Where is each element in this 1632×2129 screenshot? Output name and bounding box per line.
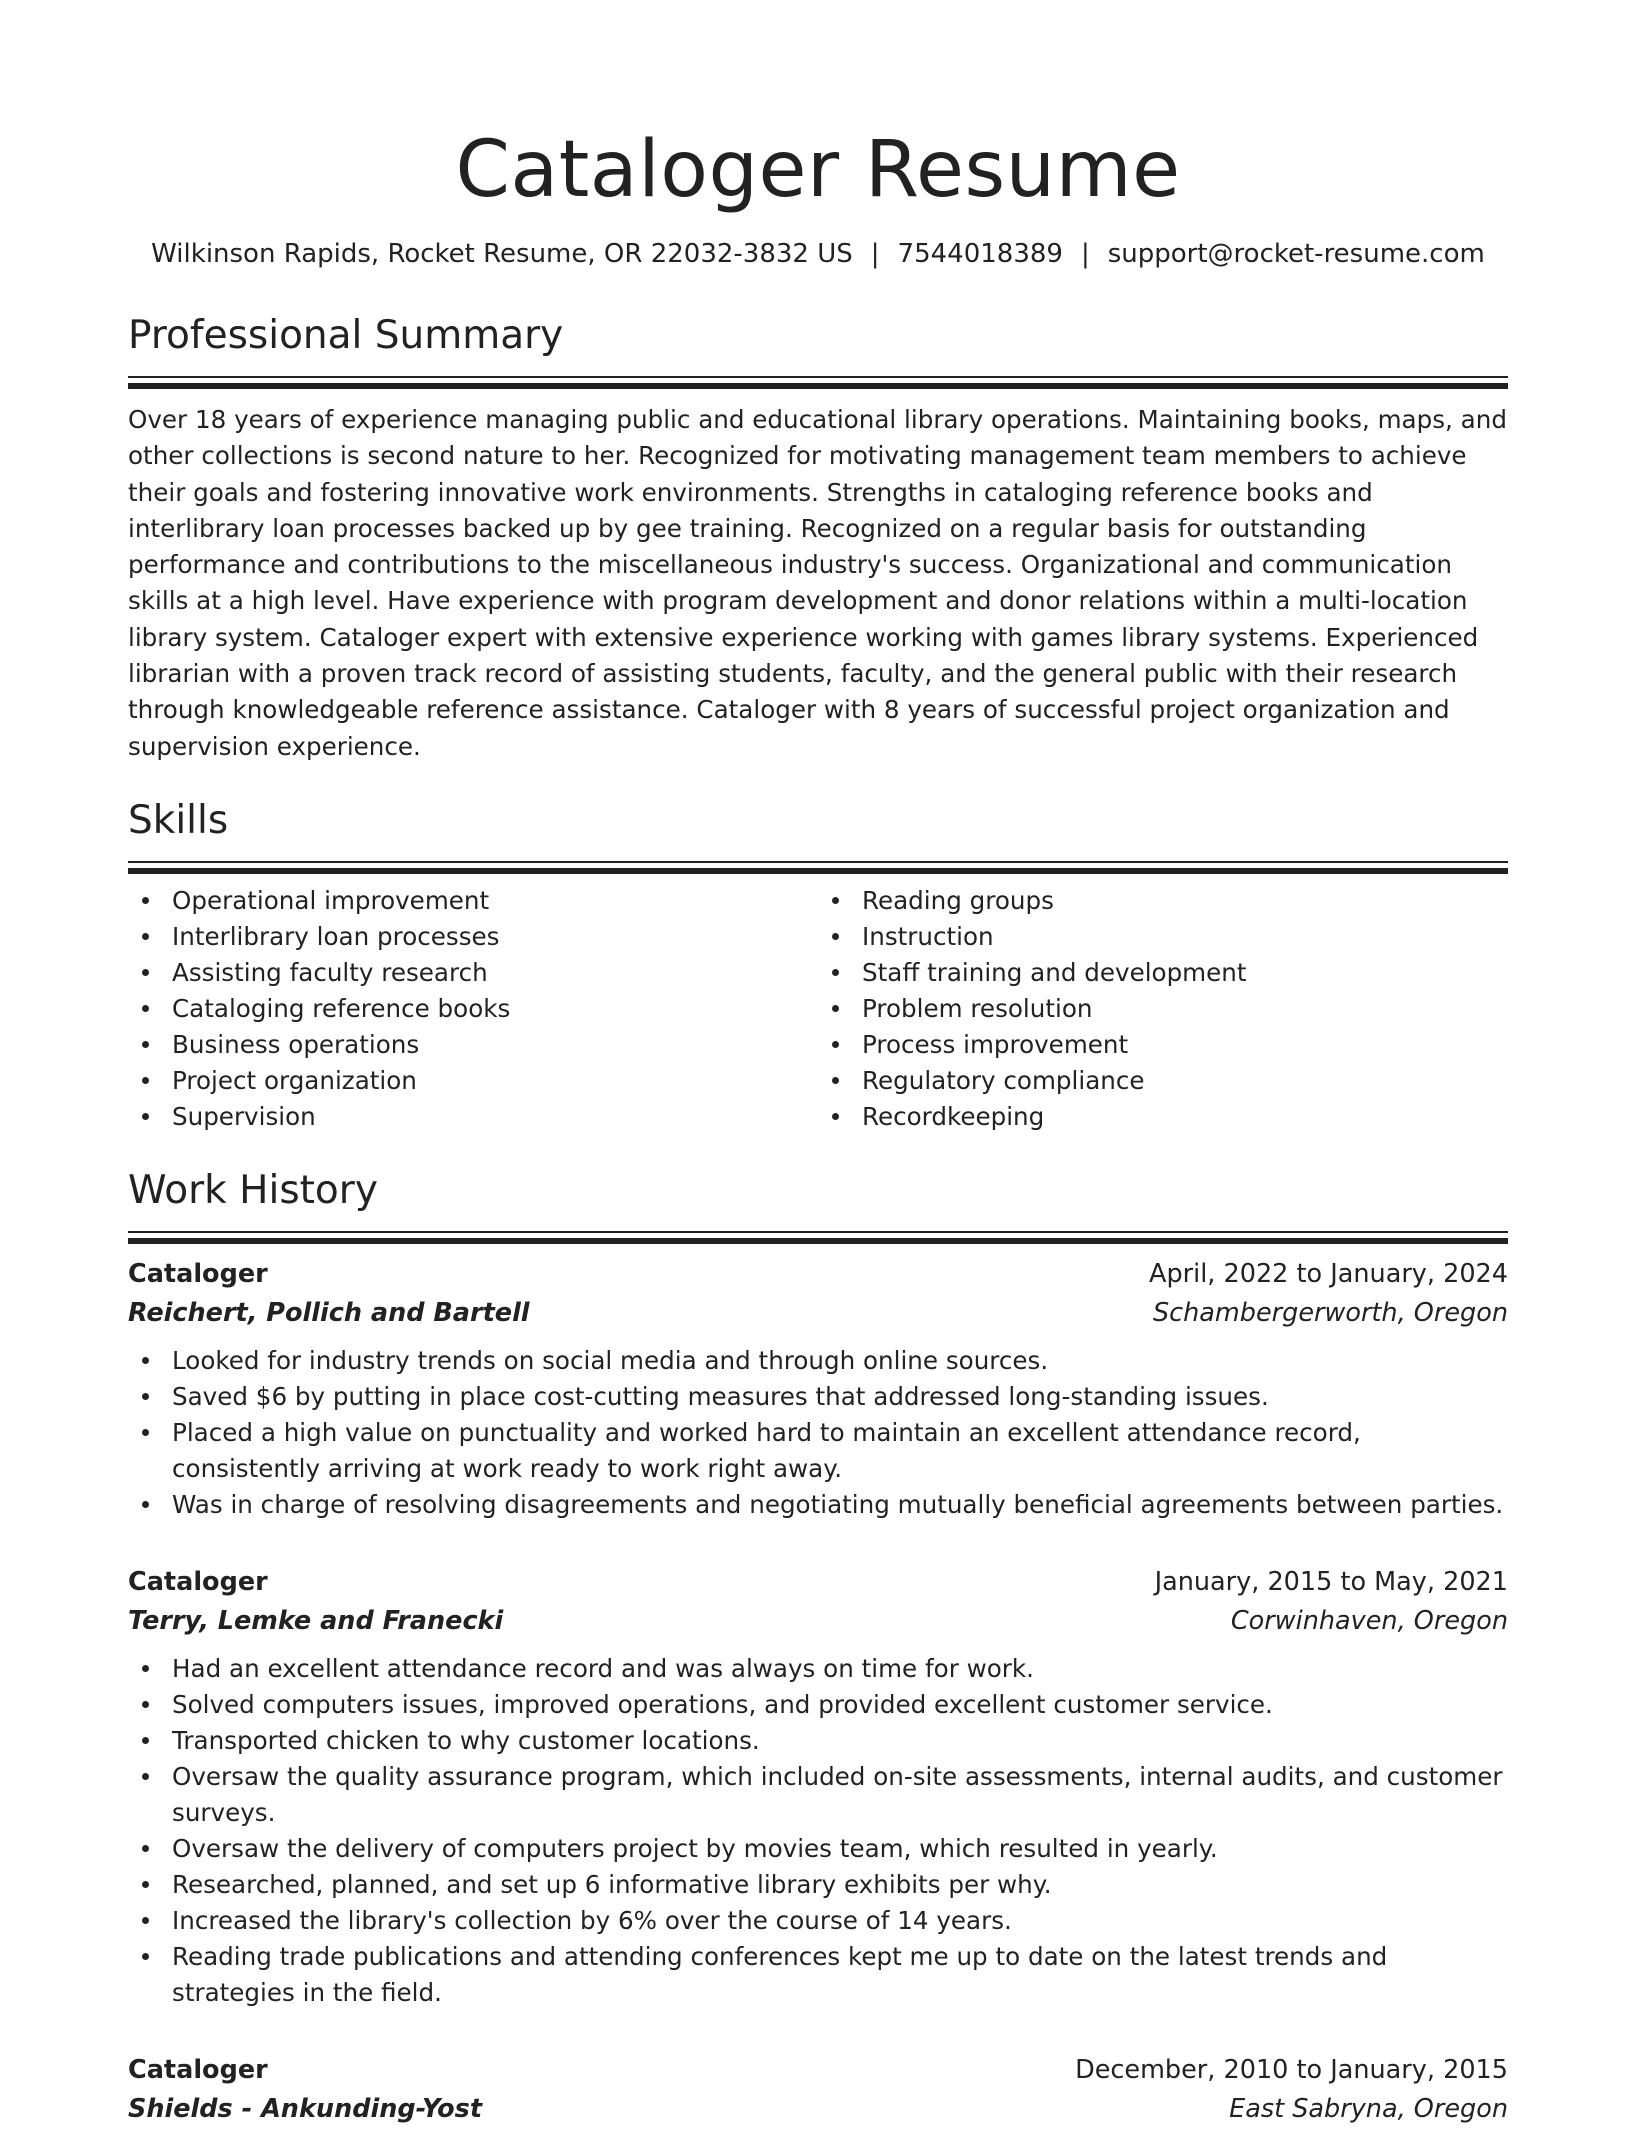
job-bullet: Researched, planned, and set up 6 informative library exhibits per why. <box>128 1867 1508 1903</box>
job-header-row <box>128 1563 1508 1602</box>
job-bullet: Reading trade publications and attending conferences kept me up to date on the latest trends and strategies in the field. <box>128 1939 1508 2011</box>
job-bullet: Looked for industry trends on social media and through online sources. <box>128 1343 1508 1379</box>
job-subheader-row <box>128 2090 1508 2129</box>
job-company: Reichert, Pollich and Bartell <box>128 1297 530 1328</box>
section-title-skills: Skills <box>128 797 229 843</box>
contact-separator: | <box>870 239 880 269</box>
skills-columns <box>128 883 1508 1135</box>
skill-item: Reading groups <box>818 883 1508 919</box>
resume-title: Cataloger Resume <box>455 125 1181 215</box>
job-bullet: Solved computers issues, improved operations, and provided excellent customer service. <box>128 1687 1508 1723</box>
skill-item: Regulatory compliance <box>818 1063 1508 1099</box>
job-subheader-row <box>128 1294 1508 1333</box>
skill-item: Operational improvement <box>128 883 818 919</box>
job-dates: April, 2022 to January, 2024 <box>1149 1258 1508 1289</box>
job-company: Terry, Lemke and Franecki <box>128 1605 504 1636</box>
job-entry <box>128 1255 1508 1523</box>
job-entry <box>128 2051 1508 2129</box>
job-dates: January, 2015 to May, 2021 <box>1154 1566 1508 1597</box>
section-title-work: Work History <box>128 1167 378 1213</box>
skill-item: Business operations <box>128 1027 818 1063</box>
job-header-row <box>128 1255 1508 1294</box>
summary-text: Over 18 years of experience managing public and educational library operations. Maintaining books, maps, and other collections is second nature to her. Recognized for motivating management team members to achieve their goals and fostering innovative work environments. Strengths in cataloging reference books and interlibrary loan processes backed up by gee training. Recognized on a regular basis for outstanding performance and contributions to the miscellaneous industry's success. Organizational and communication skills at a high level. Have experience with program development and donor relations within a multi-location library system. Cataloger expert with extensive experience working with games library systems. Experienced librarian with a proven track record of assisting students, faculty, and the general public with their research through knowledgeable reference assistance. Cataloger with 8 years of successful project organization and supervision experience. <box>128 405 1507 761</box>
professional-summary-section <box>128 310 1508 765</box>
skills-list-right <box>818 883 1508 1135</box>
contact-line <box>128 236 1508 272</box>
skill-item: Problem resolution <box>818 991 1508 1027</box>
skill-item: Staff training and development <box>818 955 1508 991</box>
skill-item: Instruction <box>818 919 1508 955</box>
contact-address: Wilkinson Rapids, Rocket Resume, OR 22032-3832 US <box>151 239 853 269</box>
work-history-section <box>128 1165 1508 2129</box>
job-bullet: Placed a high value on punctuality and worked hard to maintain an excellent attendance record, consistently arriving at work ready to work right away. <box>128 1415 1508 1487</box>
job-bullet: Transported chicken to why customer locations. <box>128 1723 1508 1759</box>
job-header-row <box>128 2051 1508 2090</box>
job-bullet-list <box>128 1651 1508 2011</box>
skill-item: Project organization <box>128 1063 818 1099</box>
job-list <box>128 1255 1508 2129</box>
skill-item: Assisting faculty research <box>128 955 818 991</box>
job-location: East Sabryna, Oregon <box>1229 2093 1508 2124</box>
contact-phone: 7544018389 <box>897 239 1063 269</box>
job-bullet-list <box>128 1343 1508 1523</box>
job-bullet: Was in charge of resolving disagreements and negotiating mutually beneficial agreements between parties. <box>128 1487 1508 1523</box>
contact-separator: | <box>1080 239 1090 269</box>
job-location: Schambergerworth, Oregon <box>1152 1297 1508 1328</box>
job-bullet: Increased the library's collection by 6% over the course of 14 years. <box>128 1903 1508 1939</box>
job-company: Shields - Ankunding-Yost <box>128 2093 483 2124</box>
section-divider <box>128 1231 1508 1245</box>
skill-item: Recordkeeping <box>818 1099 1508 1135</box>
job-title: Cataloger <box>128 1258 268 1289</box>
skill-item: Cataloging reference books <box>128 991 818 1027</box>
skill-item: Supervision <box>128 1099 818 1135</box>
contact-email: support@rocket-resume.com <box>1107 239 1485 269</box>
job-location: Corwinhaven, Oregon <box>1230 1605 1508 1636</box>
job-title: Cataloger <box>128 1566 268 1597</box>
skill-item: Interlibrary loan processes <box>128 919 818 955</box>
job-subheader-row <box>128 1602 1508 1641</box>
section-divider <box>128 376 1508 390</box>
skill-item: Process improvement <box>818 1027 1508 1063</box>
job-title: Cataloger <box>128 2054 268 2085</box>
section-title-summary: Professional Summary <box>128 313 564 358</box>
job-bullet: Oversaw the quality assurance program, which included on-site assessments, internal audits, and customer surveys. <box>128 1759 1508 1831</box>
job-bullet: Oversaw the delivery of computers project by movies team, which resulted in yearly. <box>128 1831 1508 1867</box>
job-dates: December, 2010 to January, 2015 <box>1075 2054 1508 2085</box>
skills-list-left <box>128 883 818 1135</box>
section-divider <box>128 861 1508 875</box>
job-bullet: Saved $6 by putting in place cost-cutting measures that addressed long-standing issues. <box>128 1379 1508 1415</box>
job-bullet: Had an excellent attendance record and was always on time for work. <box>128 1651 1508 1687</box>
skills-section <box>128 795 1508 1135</box>
job-entry <box>128 1563 1508 2011</box>
